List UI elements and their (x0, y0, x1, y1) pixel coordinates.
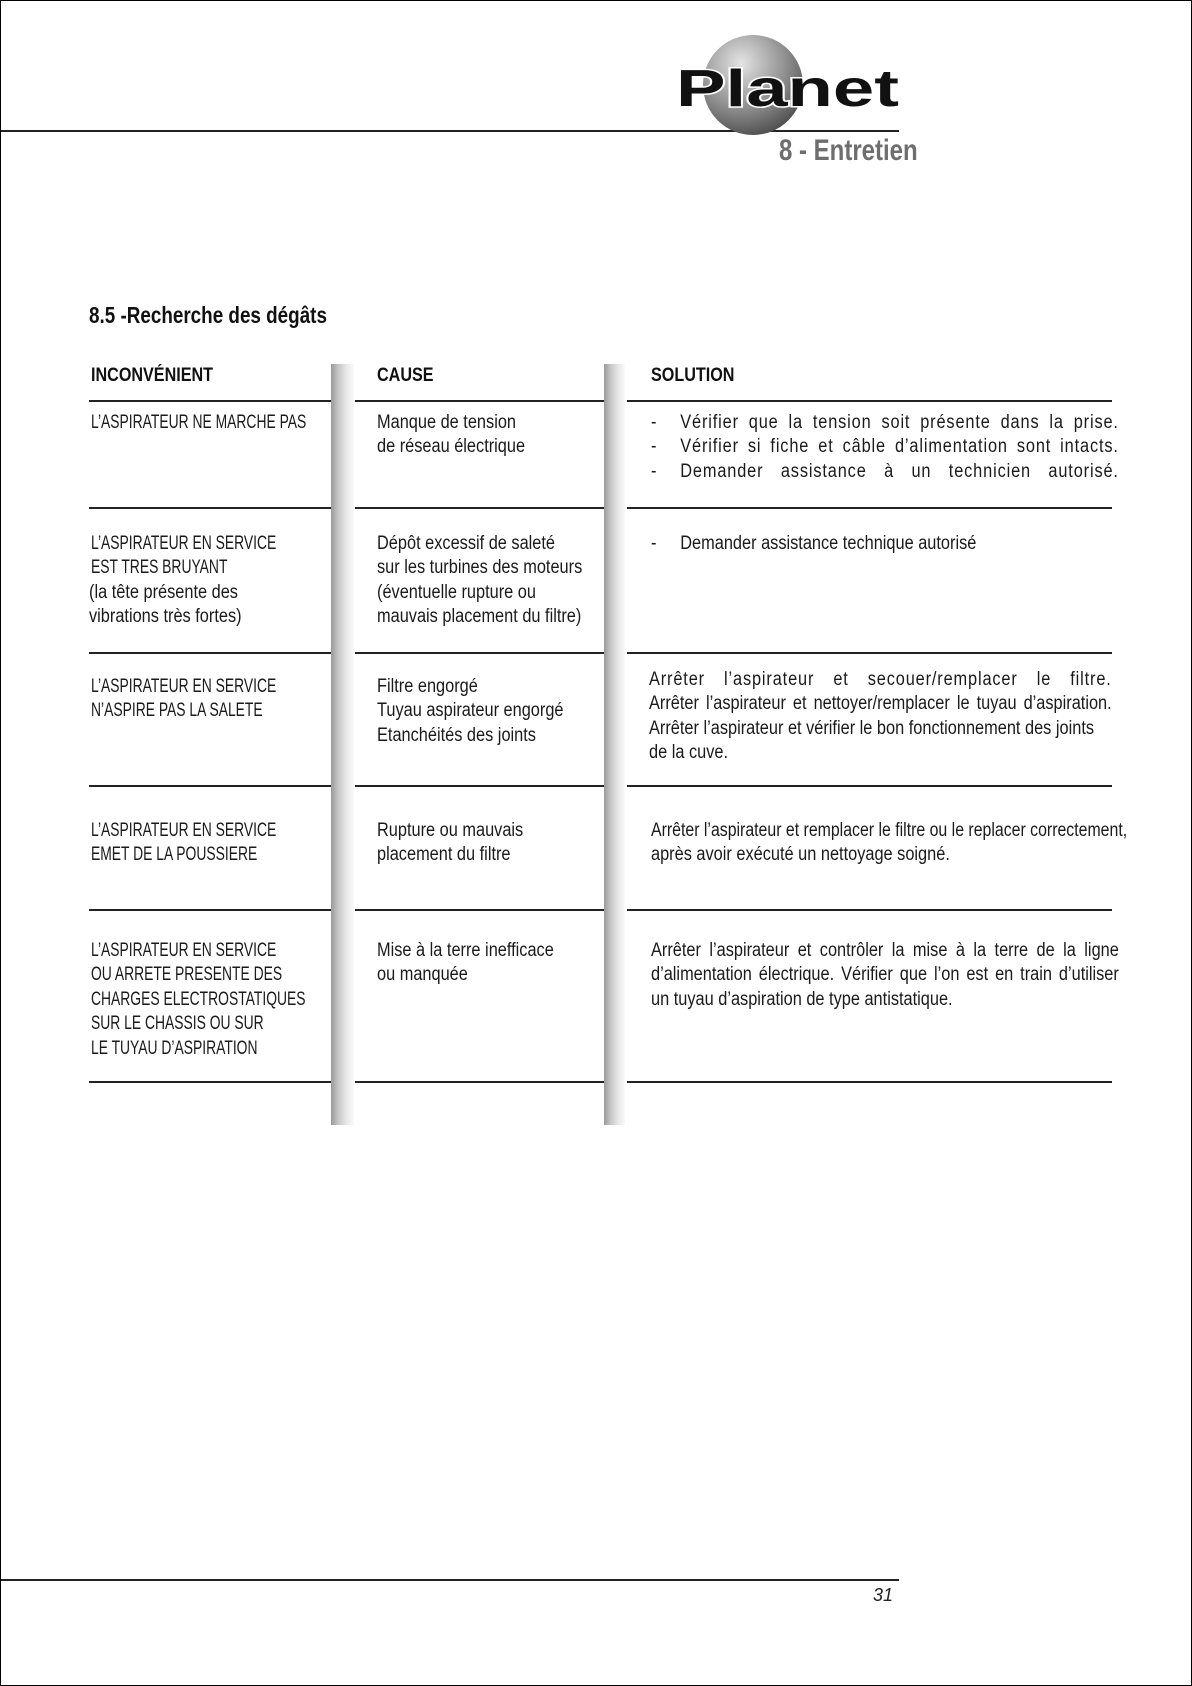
solution-line (651, 411, 1119, 435)
solution-text: Vérifier si fiche et câble d’alimentation sont intacts. (680, 436, 1119, 458)
row-rule (627, 507, 1112, 509)
footer-rule (1, 1579, 899, 1581)
problem-line: EMET DE LA POUSSIERE (91, 844, 258, 866)
row-rule (89, 785, 331, 787)
solution-cell (651, 819, 1192, 868)
solution-line: Arrêter l’aspirateur et remplacer le filtre ou le replacer correctement, (651, 820, 1128, 841)
problem-cell (91, 819, 345, 868)
problem-line: LE TUYAU D’ASPIRATION (91, 1037, 258, 1059)
row-rule (89, 909, 331, 911)
bullet-dash: - (651, 412, 657, 433)
cause-line: Tuyau aspirateur engorgé (377, 700, 564, 722)
solution-line: d’alimentation électrique. Vérifier que l’on est en train d’utiliser (651, 964, 1119, 986)
solution-line: de la cuve. (649, 742, 729, 764)
solution-line (651, 460, 1119, 484)
row-rule (355, 785, 604, 787)
row-rule (355, 652, 604, 654)
cause-line: de réseau électrique (377, 436, 526, 458)
problem-cell (91, 411, 386, 435)
bullet-dash: - (651, 460, 657, 482)
cause-line: Filtre engorgé (377, 676, 478, 697)
chapter-title: 8 - Entretien (779, 134, 918, 167)
page-number: 31 (873, 1585, 894, 1605)
row-rule (627, 909, 1112, 911)
column-header-cause: CAUSE (377, 365, 434, 386)
solution-line (651, 532, 976, 556)
problem-line: N’ASPIRE PAS LA SALETE (91, 700, 263, 722)
bullet-dash: - (651, 533, 657, 554)
cause-cell (377, 675, 594, 748)
problem-line: vibrations très fortes) (89, 606, 242, 628)
cause-line: placement du filtre (377, 844, 511, 866)
cause-cell (377, 411, 549, 460)
solution-line (651, 435, 1119, 459)
section-title: 8.5 -Recherche des dégâts (89, 302, 327, 328)
solution-cell (651, 411, 1192, 484)
cause-line: (éventuelle rupture ou (377, 581, 536, 603)
row-rule (89, 1081, 331, 1083)
row-rule (355, 909, 604, 911)
cause-line: Etanchéités des joints (377, 724, 536, 746)
solution-line: un tuyau d’aspiration de type antistatique. (651, 988, 953, 1010)
problem-line: L’ASPIRATEUR EN SERVICE (91, 676, 277, 697)
row-rule (89, 507, 331, 509)
cause-cell (377, 819, 547, 868)
solution-cell (651, 939, 1192, 1012)
solution-text: Vérifier que la tension soit présente dans la prise. (680, 412, 1119, 433)
problem-cell (91, 939, 385, 1061)
cause-cell (377, 532, 616, 630)
problem-line: SUR LE CHASSIS OU SUR (91, 1013, 264, 1035)
solution-text: Demander assistance à un technicien autorisé. (680, 460, 1119, 482)
logo-text: Planet (676, 60, 899, 118)
cause-line: Manque de tension (377, 412, 516, 433)
solution-line: après avoir exécuté un nettoyage soigné. (651, 844, 950, 866)
problem-line: CHARGES ELECTROSTATIQUES (91, 988, 306, 1010)
cause-line: Mise à la terre inefficace (377, 940, 554, 961)
row-rule (627, 785, 1112, 787)
bullet-dash: - (651, 436, 657, 458)
cause-line: sur les turbines des moteurs (377, 557, 583, 579)
row-rule (89, 652, 331, 654)
problem-cell (91, 532, 345, 630)
column-divider (604, 364, 625, 1125)
row-rule (627, 400, 1112, 402)
problem-line: EST TRES BRUYANT (91, 557, 228, 579)
cause-line: mauvais placement du filtre) (377, 606, 582, 628)
problem-line: (la tête présente des (89, 581, 238, 603)
cause-line: Rupture ou mauvais (377, 820, 524, 841)
problem-line: OU ARRETE PRESENTE DES (91, 964, 283, 986)
problem-cell (91, 675, 345, 724)
solution-cell (649, 668, 1187, 766)
column-header-inconvenient: INCONVÉNIENT (91, 365, 214, 386)
cause-cell (377, 939, 583, 988)
cause-line: ou manquée (377, 964, 468, 986)
solution-line: Arrêter l’aspirateur et secouer/remplacer le filtre. (649, 669, 1112, 690)
problem-line: L’ASPIRATEUR EN SERVICE (91, 820, 277, 841)
row-rule (355, 1081, 604, 1083)
problem-line: L’ASPIRATEUR EN SERVICE (91, 533, 277, 554)
row-rule (355, 507, 604, 509)
row-rule (627, 1081, 1112, 1083)
solution-line: Arrêter l’aspirateur et contrôler la mise à la terre de la ligne (651, 940, 1119, 961)
column-header-solution: SOLUTION (651, 365, 735, 386)
solution-line: Arrêter l’aspirateur et nettoyer/remplacer le tuyau d’aspiration. (649, 693, 1112, 715)
cause-line: Dépôt excessif de saleté (377, 533, 556, 554)
solution-line: Arrêter l’aspirateur et vérifier le bon fonctionnement des joints (649, 717, 1095, 739)
solution-text: Demander assistance technique autorisé (680, 533, 977, 554)
solution-cell (651, 532, 1029, 556)
row-rule (627, 652, 1112, 654)
row-rule (89, 400, 331, 402)
row-rule (355, 400, 604, 402)
planet-logo (669, 27, 909, 143)
problem-line: L’ASPIRATEUR EN SERVICE (91, 940, 277, 961)
problem-line: L’ASPIRATEUR NE MARCHE PAS (91, 412, 307, 433)
